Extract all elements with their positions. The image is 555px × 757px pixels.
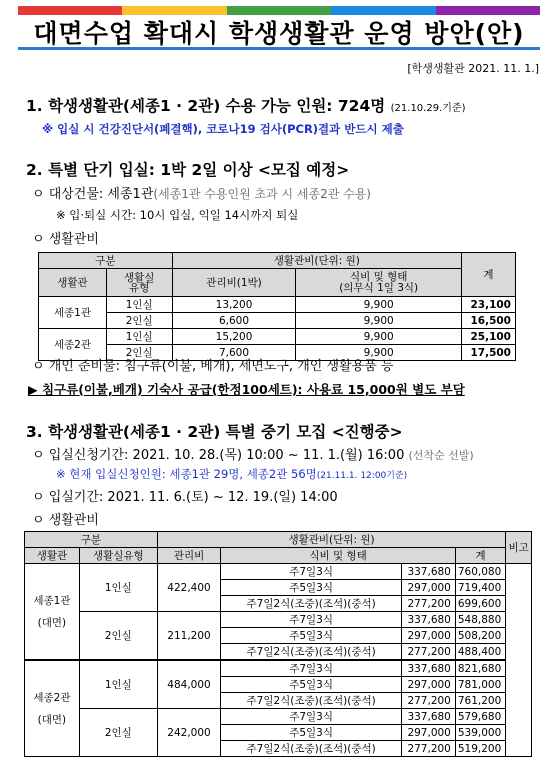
room-type-cell: 2인실 [79,709,157,757]
col-fee: 생활관비(단위: 원) [172,253,461,269]
table-row [25,660,532,677]
short-term-fee-table [38,252,516,361]
title-banner [18,6,540,50]
application-period: ㅇ 입실신청기간: 2021. 10. 28.(목) 10:00 ~ 11. 1.(월) 16:00 (선착순 선발) [32,448,474,463]
meal-fee-cell: 277,200 [401,644,455,661]
meal-type-cell: 주5일3식 [221,677,402,693]
fee-label-2: ㅇ 생활관비 [32,513,99,528]
total-cell: 488,400 [455,644,505,661]
page-title: 대면수업 확대시 학생생활관 운영 방안(안) [33,18,525,48]
table-row: 세종1관 1인실 13,200 9,900 23,100 [39,297,516,313]
meal-type-cell: 주5일3식 [221,725,402,741]
room-type-cell: 2인실 [79,612,157,661]
fee-label: ㅇ 생활관비 [32,232,99,247]
col-total: 계 [455,548,505,564]
meal-type-cell: 주5일3식 [221,580,402,596]
total-cell: 760,080 [455,564,505,580]
col-hall: 생활관 [25,548,80,564]
section-3-heading: 3. 학생생활관(세종1 · 2관) 특별 중기 모집 <진행중> [26,423,403,441]
meal-fee-cell: 297,000 [401,677,455,693]
total-cell: 508,200 [455,628,505,644]
room-type-cell: 1인실 [79,564,157,612]
stay-period: ㅇ 입실기간: 2021. 11. 6.(토) ~ 12. 19.(일) 14:00 [32,490,338,505]
meal-fee-cell: 297,000 [401,580,455,596]
col-group: 구분 [25,532,158,548]
meal-type-cell: 주7일3식 [221,612,402,628]
table-row: 세종2관 1인실 15,200 9,900 25,100 [39,329,516,345]
checkin-time-note: ※ 입·퇴실 시간: 10시 입실, 익일 14시까지 퇴실 [56,208,299,222]
col-mgmt: 관리비 [157,548,221,564]
meal-type-cell: 주5일3식 [221,628,402,644]
meal-type-cell: 주7일3식 [221,660,402,677]
meal-type-cell: 주7일2식(조중)(조석)(중석) [221,741,402,757]
room-type-cell: 1인실 [79,660,157,709]
table-row [25,564,532,580]
col-fee: 생활관비(단위: 원) [157,532,506,548]
meal-fee-cell: 337,680 [401,660,455,677]
total-cell: 519,200 [455,741,505,757]
total-cell: 539,000 [455,725,505,741]
meal-type-cell: 주7일3식 [221,709,402,725]
table-row [25,612,532,628]
total-cell: 719,400 [455,580,505,596]
table-row [25,709,532,725]
meal-fee-cell: 297,000 [401,725,455,741]
table-row: 2인실 6,600 9,900 16,500 [39,313,516,329]
mgmt-fee-cell: 242,000 [157,709,221,757]
total-cell: 548,880 [455,612,505,628]
col-mgmt: 관리비(1박) [172,269,296,297]
meal-fee-cell: 297,000 [401,628,455,644]
total-cell: 761,200 [455,693,505,709]
total-cell: 821,680 [455,660,505,677]
col-food: 식비 및 형태 (의무식 1일 3식) [296,269,462,297]
col-hall: 생활관 [39,269,107,297]
meal-fee-cell: 337,680 [401,564,455,580]
document-date: [학생생활관 2021. 11. 1.] [407,62,539,75]
meal-type-cell: 주7일2식(조중)(조석)(중석) [221,596,402,612]
total-cell: 781,000 [455,677,505,693]
section-1-note: ※ 입실 시 건강진단서(폐결핵), 코로나19 검사(PCR)결과 반드시 제출 [42,122,404,136]
hall-cell: 세종2관 (대면) [25,660,80,757]
meal-fee-cell: 337,680 [401,709,455,725]
personal-items: ㅇ 개인 준비물: 침구류(이불, 베개), 세면도구, 개인 생활용품 등 [32,359,394,374]
meal-type-cell: 주7일2식(조중)(조석)(중석) [221,693,402,709]
col-group: 구분 [39,253,173,269]
total-cell: 579,680 [455,709,505,725]
mgmt-fee-cell: 211,200 [157,612,221,661]
table-row: 2인실 7,600 9,900 17,500 [39,345,516,361]
section-2-heading: 2. 특별 단기 입실: 1박 2일 이상 <모집 예정> [26,161,350,179]
note-cell [506,564,532,757]
meal-fee-cell: 337,680 [401,612,455,628]
target-building: ㅇ 대상건물: 세종1관(세종1관 수용인원 초과 시 세종2관 수용) [32,187,371,202]
current-applicants: ※ 현재 입실신청인원: 세종1관 29명, 세종2관 56명(21.11.1. 12:00기준) [56,467,408,481]
meal-type-cell: 주7일2식(조중)(조석)(중석) [221,644,402,661]
meal-type-cell: 주7일3식 [221,564,402,580]
meal-fee-cell: 277,200 [401,693,455,709]
total-cell: 699,600 [455,596,505,612]
bedding-notice: ▶ 침구류(이불,베개) 기숙사 공급(한정100세트): 사용료 15,000원 별도 부담 [28,382,465,397]
mgmt-fee-cell: 484,000 [157,660,221,709]
col-total: 계 [461,253,515,297]
hall-cell: 세종1관 (대면) [25,564,80,661]
meal-fee-cell: 277,200 [401,741,455,757]
col-room: 생활실 유형 [106,269,172,297]
mgmt-fee-cell: 422,400 [157,564,221,612]
col-food: 식비 및 형태 [221,548,456,564]
col-note: 비고 [506,532,532,564]
col-room: 생활실유형 [79,548,157,564]
section-1-heading: 1. 학생생활관(세종1 · 2관) 수용 가능 인원: 724명 (21.10.29.기준) [26,97,466,115]
meal-fee-cell: 277,200 [401,596,455,612]
mid-term-fee-table [24,531,532,757]
